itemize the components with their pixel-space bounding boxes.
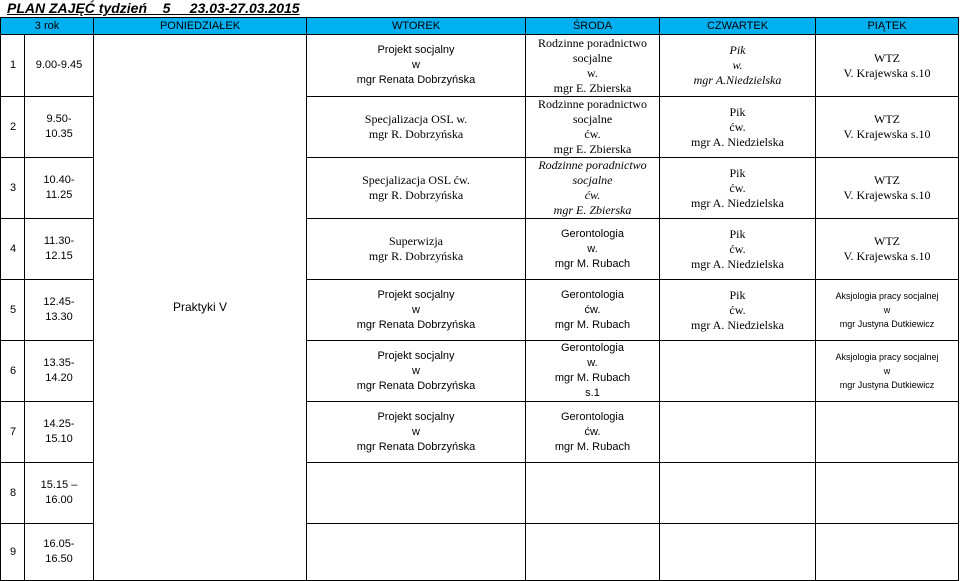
cell-fri [816, 97, 959, 158]
time-line: 16.05- [43, 538, 75, 550]
cell-wed [526, 158, 660, 219]
cell-line: mgr E. Zbierska [553, 142, 632, 156]
cell-thu [660, 463, 816, 524]
cell-line: Projekt socjalny [377, 44, 455, 56]
cell-line: mgr Renata Dobrzyńska [356, 379, 476, 392]
cell-line: mgr M. Rubach [554, 318, 631, 331]
cell-tue [307, 97, 526, 158]
cell-line: WTZ [874, 234, 900, 248]
cell-fri [816, 219, 959, 280]
cell-line: mgr Justyna Dutkiewicz [839, 319, 935, 329]
cell-line: w [883, 366, 891, 376]
cell-line: ćw. [729, 119, 746, 134]
row-number: 5 [1, 280, 25, 341]
schedule-table [0, 17, 959, 581]
row-number: 8 [1, 463, 25, 524]
time-line: 10.35 [45, 128, 73, 140]
cell-line: Rodzinne poradnictwo socjalne [538, 97, 647, 126]
cell-line: mgr A. Niedzielska [691, 195, 784, 210]
cell-line: WTZ [874, 112, 900, 126]
cell-line: Pik [729, 104, 746, 119]
cell-tue [307, 280, 526, 341]
cell-line: Pik [729, 165, 746, 180]
cell-line: ćw. [584, 303, 601, 316]
cell-line: V. Krajewska s.10 [843, 127, 931, 141]
cell-wed [526, 280, 660, 341]
cell-wed [526, 341, 660, 402]
cell-line: mgr M. Rubach [554, 257, 631, 270]
table-row [1, 35, 959, 97]
cell-line: w. [587, 242, 598, 255]
row-time [25, 280, 94, 341]
time-line: 11.25 [45, 189, 73, 201]
header-wednesday: ŚRODA [526, 18, 660, 35]
cell-line: mgr Renata Dobrzyńska [356, 74, 476, 86]
time-line: 10.40- [43, 174, 75, 186]
time-line: 12.45- [43, 296, 75, 308]
cell-line: ćw. [584, 188, 601, 202]
cell-wed [526, 35, 660, 97]
cell-line: WTZ [874, 50, 900, 65]
cell-fri [816, 524, 959, 581]
cell-line: mgr Renata Dobrzyńska [356, 318, 476, 331]
cell-line: w [412, 303, 420, 316]
cell-line: mgr R. Dobrzyńska [368, 249, 464, 263]
cell-wed [526, 402, 660, 463]
cell-line: mgr Justyna Dutkiewicz [839, 380, 935, 390]
cell-line: ćw. [584, 127, 601, 141]
cell-line: mgr A. Niedzielska [691, 317, 784, 332]
cell-fri [816, 341, 959, 402]
row-time [25, 524, 94, 581]
header-thursday: CZWARTEK [660, 18, 816, 35]
cell-line: Projekt socjalny [377, 288, 455, 301]
cell-line: Projekt socjalny [377, 410, 455, 423]
time-line: 14.25- [43, 418, 75, 430]
cell-line: mgr R. Dobrzyńska [368, 127, 464, 141]
cell-line: Aksjologia pracy socjalnej [835, 291, 939, 301]
time-line: 13.35- [43, 357, 75, 369]
cell-line: mgr M. Rubach [554, 440, 631, 453]
cell-line: mgr A.Niedzielska [693, 73, 782, 87]
cell-line: mgr Renata Dobrzyńska [356, 440, 476, 453]
cell-tue [307, 219, 526, 280]
cell-line: w [412, 425, 420, 438]
time-line: 15.15 – [40, 479, 78, 491]
cell-thu [660, 524, 816, 581]
cell-wed [526, 524, 660, 581]
time-line: 13.30 [45, 311, 73, 323]
row-number: 2 [1, 97, 25, 158]
cell-wed [526, 463, 660, 524]
cell-line: Rodzinne poradnictwo socjalne [538, 35, 647, 65]
cell-line: Gerontologia [561, 227, 624, 240]
row-number: 3 [1, 158, 25, 219]
header-friday: PIĄTEK [816, 18, 959, 35]
cell-line: V. Krajewska s.10 [843, 188, 931, 202]
cell-wed [526, 219, 660, 280]
time-line: 11.30- [43, 235, 75, 247]
cell-line: V. Krajewska s.10 [843, 65, 931, 80]
cell-line: WTZ [874, 173, 900, 187]
cell-line: Pik [729, 43, 746, 57]
monday-block-label: Praktyki V [172, 300, 227, 314]
cell-line: w [883, 305, 891, 315]
cell-line: Aksjologia pracy socjalnej [835, 352, 939, 362]
cell-line: w [412, 59, 420, 71]
cell-line: Gerontologia [561, 410, 624, 423]
row-time [25, 97, 94, 158]
cell-line: Rodzinne poradnictwo socjalne [538, 158, 647, 187]
time-line: 16.50 [45, 553, 73, 565]
row-time [25, 35, 94, 97]
cell-line: w. [587, 357, 598, 369]
cell-fri [816, 402, 959, 463]
monday-block [94, 35, 307, 581]
cell-line: mgr E. Zbierska [553, 80, 632, 95]
row-time [25, 219, 94, 280]
cell-tue [307, 463, 526, 524]
cell-line: Specjalizacja OSL w. [364, 112, 468, 126]
row-time [25, 341, 94, 402]
header-year: 3 rok [1, 18, 94, 35]
row-number: 7 [1, 402, 25, 463]
row-time [25, 463, 94, 524]
cell-fri [816, 280, 959, 341]
cell-line: V. Krajewska s.10 [843, 249, 931, 263]
cell-line: mgr A. Niedzielska [691, 256, 784, 271]
time-line: 16.00 [45, 494, 73, 506]
header-tuesday: WTOREK [307, 18, 526, 35]
cell-line: ćw. [729, 241, 746, 256]
time-line: 15.10 [45, 433, 73, 445]
cell-fri [816, 158, 959, 219]
cell-thu [660, 97, 816, 158]
cell-line: Pik [729, 226, 746, 241]
cell-line: ćw. [729, 180, 746, 195]
cell-thu [660, 341, 816, 402]
cell-line: mgr E. Zbierska [553, 203, 632, 217]
row-time [25, 158, 94, 219]
row-time [25, 402, 94, 463]
cell-line: s.1 [585, 387, 600, 399]
cell-line: Gerontologia [561, 342, 624, 354]
time-line: 12.15 [45, 250, 73, 262]
cell-line: w. [732, 58, 743, 72]
cell-line: Specjalizacja OSL ćw. [362, 173, 470, 187]
cell-line: ćw. [584, 425, 601, 438]
header-monday: PONIEDZIAŁEK [94, 18, 307, 35]
cell-wed [526, 97, 660, 158]
cell-line: Projekt socjalny [377, 349, 455, 362]
cell-line: w [412, 364, 420, 377]
cell-tue [307, 402, 526, 463]
row-number: 1 [1, 35, 25, 97]
cell-line: mgr A. Niedzielska [691, 134, 784, 149]
cell-line: Pik [729, 287, 746, 302]
cell-line: w. [587, 65, 598, 80]
time-line: 14.20 [45, 372, 73, 384]
cell-fri [816, 35, 959, 97]
cell-line: ćw. [729, 302, 746, 317]
time-line: 9.00-9.45 [35, 59, 83, 71]
cell-fri [816, 463, 959, 524]
row-number: 4 [1, 219, 25, 280]
row-number: 6 [1, 341, 25, 402]
cell-thu [660, 35, 816, 97]
cell-tue [307, 158, 526, 219]
cell-tue [307, 35, 526, 97]
cell-line: mgr R. Dobrzyńska [368, 188, 464, 202]
cell-line: Gerontologia [561, 288, 624, 301]
cell-line: Superwizja [389, 234, 443, 248]
row-number: 9 [1, 524, 25, 581]
cell-thu [660, 158, 816, 219]
cell-thu [660, 280, 816, 341]
cell-thu [660, 402, 816, 463]
cell-tue [307, 341, 526, 402]
cell-tue [307, 524, 526, 581]
cell-line: mgr M. Rubach [554, 372, 631, 384]
header-row [1, 18, 959, 35]
cell-thu [660, 219, 816, 280]
time-line: 9.50- [46, 113, 72, 125]
page-title: PLAN ZAJĘĆ tydzień 5 23.03-27.03.2015 [7, 0, 300, 16]
